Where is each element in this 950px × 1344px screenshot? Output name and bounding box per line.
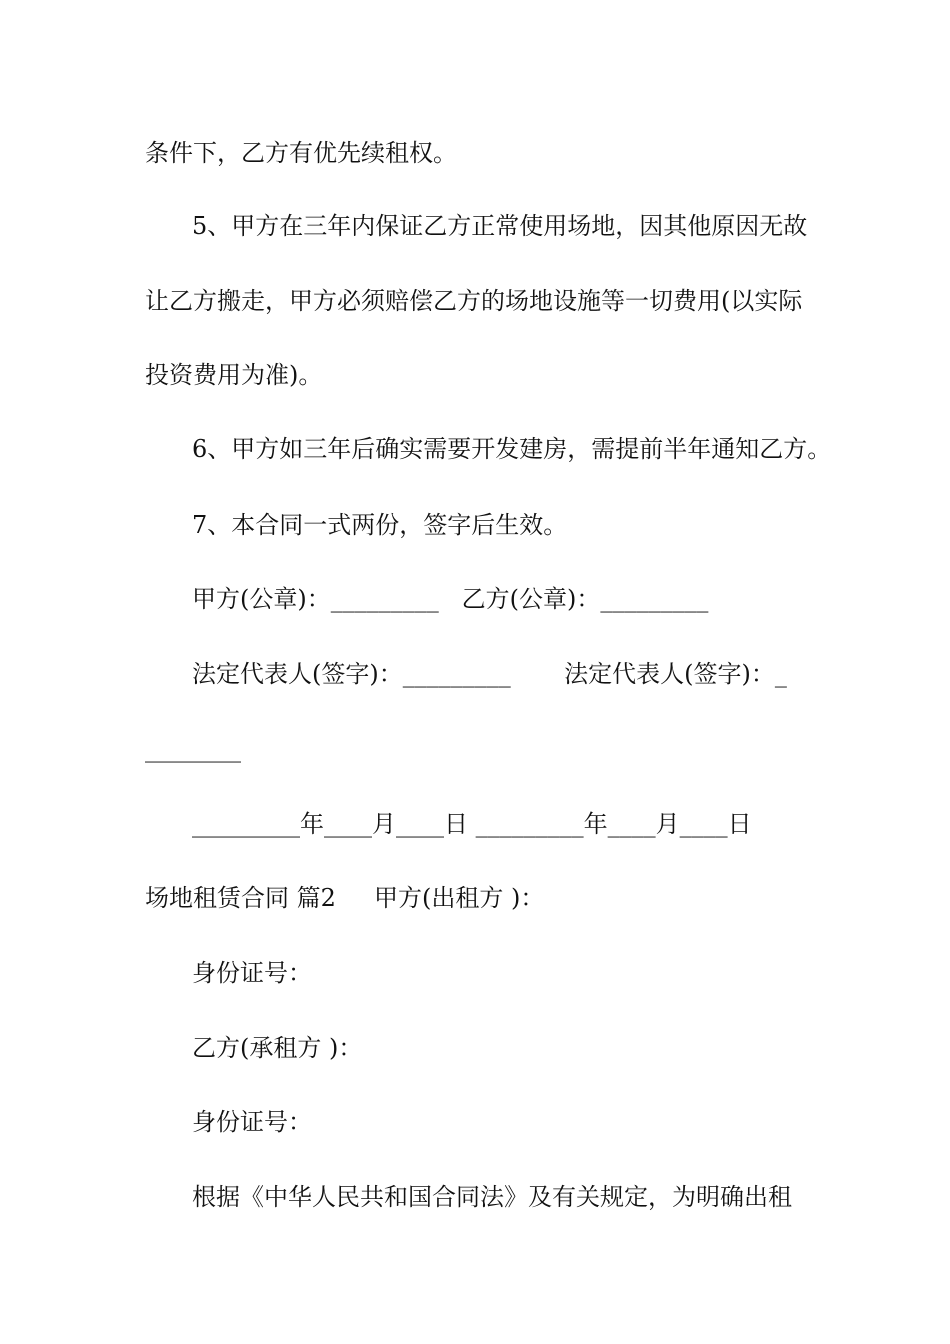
text-line: 6、甲方如三年后确实需要开发建房，需提前半年通知乙方。: [192, 435, 832, 463]
text-line: 5、甲方在三年内保证乙方正常使用场地，因其他原因无故: [192, 212, 808, 240]
text-line: 让乙方搬走，甲方必须赔偿乙方的场地设施等一切费用(以实际: [145, 287, 803, 315]
text-line: 乙方(承租方 )：: [192, 1034, 363, 1062]
date-line: _________年____月____日 _________年____月____日: [192, 810, 752, 838]
section-heading: 场地租赁合同 篇2 甲方(出租方 )：: [145, 884, 545, 912]
text-line: 条件下，乙方有优先续租权。: [145, 139, 457, 167]
signature-line-seals: 甲方(公章)：_________ 乙方(公章)：_________: [192, 585, 709, 613]
signature-line-continuation: ________: [145, 735, 241, 763]
text-line: 身份证号：: [192, 1108, 312, 1136]
text-line: 身份证号：: [192, 959, 312, 987]
text-line: 投资费用为准)。: [145, 361, 323, 389]
signature-line-representatives: 法定代表人(签字)：_________ 法定代表人(签字)：_: [192, 660, 787, 688]
text-line: 7、本合同一式两份，签字后生效。: [192, 511, 568, 539]
text-line: 根据《中华人民共和国合同法》及有关规定，为明确出租: [192, 1183, 792, 1211]
